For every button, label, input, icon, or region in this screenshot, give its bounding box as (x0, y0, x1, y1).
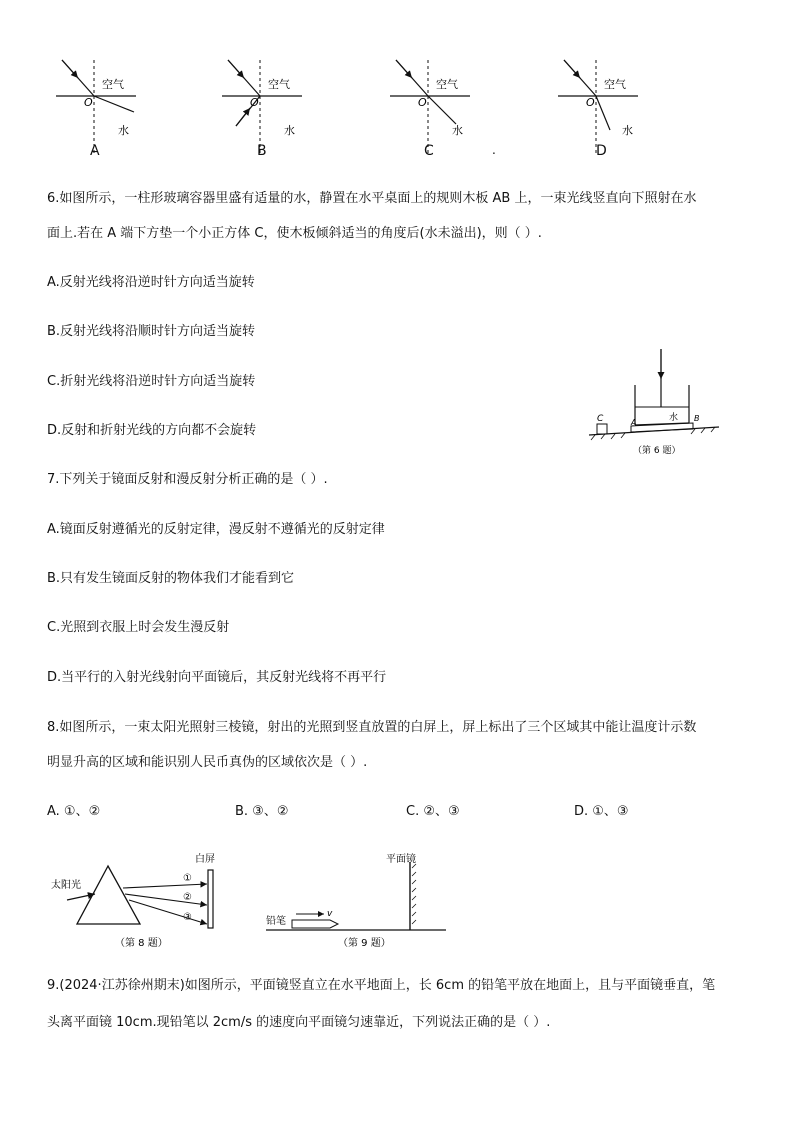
svg-text:空气: 空气 (436, 78, 458, 91)
svg-text:O: O (84, 96, 93, 109)
svg-text:水: 水 (284, 124, 295, 137)
q8-label-region3: ③ (183, 912, 192, 923)
q7-option-b: B.只有发生镜面反射的物体我们才能看到它 (47, 571, 295, 586)
option-label-a: A (90, 143, 100, 159)
q9-stem-line1: 9.(2024·江苏徐州期末)如图所示，平面镜竖直立在水平地面上，长 6cm 的铅笔平放在地面上，且与平面镜垂直，笔 (47, 978, 716, 993)
q9-figure (262, 848, 452, 953)
figure-d (558, 60, 638, 155)
svg-text:O: O (418, 96, 427, 109)
q6-label-water: 水 (669, 413, 679, 423)
q8-option-b: B. ③、② (235, 804, 289, 819)
q8-stem-line2: 明显升高的区域和能识别人民币真伪的区域依次是（ ）. (47, 755, 368, 770)
option-label-b: B (257, 143, 267, 159)
q6-stem-line1: 6.如图所示，一柱形玻璃容器里盛有适量的水，静置在水平桌面上的规则木板 AB 上，一束光线竖直向下照射在水 (47, 191, 697, 206)
q8-caption: （第 8 题） (115, 938, 168, 949)
q8-label-screen: 白屏 (195, 854, 215, 865)
option-label-c: C (424, 143, 434, 159)
q8-stem-line1: 8.如图所示，一束太阳光照射三棱镜，射出的光照到竖直放置的白屏上，屏上标出了三个区域其中能让温度计示数 (47, 720, 697, 735)
q8-option-d: D. ①、③ (574, 804, 629, 819)
q7-option-d: D.当平行的入射光线射向平面镜后，其反射光线将不再平行 (47, 670, 387, 685)
figure-b (222, 60, 302, 155)
svg-text:O: O (586, 96, 595, 109)
q7-option-c: C.光照到衣服上时会发生漫反射 (47, 620, 230, 635)
q9-caption: （第 9 题） (338, 938, 391, 949)
svg-text:水: 水 (118, 124, 129, 137)
q6-caption: （第 6 题） (633, 446, 681, 456)
refraction-figures (40, 50, 680, 160)
q8-label-sunlight: 太阳光 (51, 880, 81, 891)
q6-option-c: C.折射光线将沿逆时针方向适当旋转 (47, 374, 256, 389)
svg-text:水: 水 (452, 124, 463, 137)
q8-label-region2: ② (183, 892, 192, 903)
figure-a (56, 60, 136, 155)
q7-option-a: A.镜面反射遵循光的反射定律，漫反射不遵循光的反射定律 (47, 522, 385, 537)
q9-label-v: v (327, 909, 333, 919)
q9-label-mirror: 平面镜 (386, 854, 416, 865)
q6-option-d: D.反射和折射光线的方向都不会旋转 (47, 423, 257, 438)
air-label: 空气 (102, 78, 124, 91)
q6-stem-line2: 面上.若在 A 端下方垫一个小正方体 C，使木板倾斜适当的角度后(水未溢出)，则（ ）. (47, 226, 542, 241)
stray-dot: . (492, 143, 496, 157)
q8-option-a: A. ①、② (47, 804, 101, 819)
svg-text:水: 水 (622, 124, 633, 137)
q6-label-b: B (694, 414, 700, 423)
svg-text:空气: 空气 (268, 78, 290, 91)
q9-stem-line2: 头离平面镜 10cm.现铅笔以 2cm/s 的速度向平面镜匀速靠近，下列说法正确的是（ ）. (47, 1015, 551, 1030)
q6-label-c: C (597, 414, 604, 424)
q6-figure (585, 345, 725, 460)
q8-label-region1: ① (183, 873, 192, 884)
q6-option-b: B.反射光线将沿顺时针方向适当旋转 (47, 324, 256, 339)
q7-stem: 7.下列关于镜面反射和漫反射分析正确的是（ ）. (47, 472, 328, 487)
q9-label-pencil: 铅笔 (266, 916, 286, 927)
q6-label-a: A (631, 418, 637, 427)
q6-option-a: A.反射光线将沿逆时针方向适当旋转 (47, 275, 255, 290)
q8-figure (45, 848, 235, 953)
q8-option-c: C. ②、③ (406, 804, 460, 819)
option-label-d: D (596, 143, 607, 159)
svg-text:O: O (250, 96, 259, 109)
figure-c (390, 60, 470, 155)
svg-text:空气: 空气 (604, 78, 626, 91)
